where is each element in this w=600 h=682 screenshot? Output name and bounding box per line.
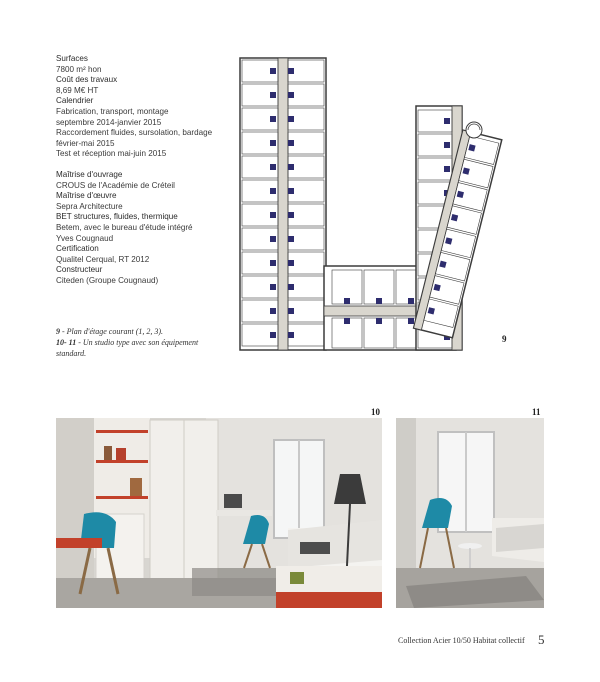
- client-label: Maîtrise d'ouvrage: [56, 169, 123, 179]
- plan-bathroom-fixture: [270, 332, 276, 338]
- cost-label: Coût des travaux: [56, 75, 118, 85]
- plan-bathroom-fixture: [288, 260, 294, 266]
- calendar-line: Raccordement fluides, sursolation, bardage: [56, 128, 213, 138]
- studio-photo-right: [396, 418, 544, 608]
- plan-bathroom-fixture: [270, 188, 276, 194]
- engineering-value: Betem, avec le bureau d'étude intégré: [56, 222, 193, 232]
- plan-bathroom-fixture: [376, 318, 382, 324]
- page-number: 5: [538, 632, 545, 647]
- certification-value: Qualitel Cerqual, RT 2012: [56, 254, 150, 264]
- project-specs: [56, 54, 236, 286]
- builder-value: Citeden (Groupe Cougnaud): [56, 275, 159, 285]
- architect-label: Maîtrise d'œuvre: [56, 191, 117, 201]
- caption-10-11: 10- 11 - Un studio type avec son équipement standard.: [56, 338, 199, 358]
- architect-value: Sepra Architecture: [56, 201, 123, 211]
- plan-bathroom-fixture: [344, 298, 350, 304]
- plan-bathroom-fixture: [288, 236, 294, 242]
- footer-collection: Collection Acier 10/50 Habitat collectif: [398, 636, 525, 645]
- plan-bathroom-fixture: [288, 188, 294, 194]
- calendar-line: Test et réception mai-juin 2015: [56, 149, 167, 159]
- surfaces-value: 7800 m² hon: [56, 64, 102, 74]
- plan-bathroom-fixture: [344, 318, 350, 324]
- calendar-line: Fabrication, transport, montage: [56, 106, 169, 116]
- engineering-label: BET structures, fluides, thermique: [56, 212, 178, 222]
- plan-bathroom-fixture: [288, 332, 294, 338]
- studio-photo-left: [56, 418, 382, 608]
- east-wing: [414, 106, 502, 350]
- plan-bathroom-fixture: [288, 92, 294, 98]
- plan-bathroom-fixture: [288, 308, 294, 314]
- plan-bathroom-fixture: [270, 164, 276, 170]
- plan-bathroom-fixture: [288, 212, 294, 218]
- plan-bathroom-fixture: [288, 68, 294, 74]
- figure-number-10: 10: [371, 407, 380, 417]
- certification-label: Certification: [56, 244, 99, 254]
- plan-bathroom-fixture: [288, 164, 294, 170]
- plan-bathroom-fixture: [408, 298, 414, 304]
- floor-plan: [236, 54, 536, 354]
- plan-bathroom-fixture: [408, 318, 414, 324]
- client-value: CROUS de l'Académie de Créteil: [56, 180, 175, 190]
- figure-number-11: 11: [532, 407, 541, 417]
- plan-bathroom-fixture: [444, 142, 450, 148]
- caption-9: 9 - Plan d'étage courant (1, 2, 3).: [56, 327, 164, 336]
- surfaces-label: Surfaces: [56, 54, 88, 63]
- engineering-value: Yves Cougnaud: [56, 233, 114, 243]
- plan-bathroom-fixture: [270, 308, 276, 314]
- plan-bathroom-fixture: [270, 92, 276, 98]
- figure-captions: [56, 326, 226, 359]
- plan-bathroom-fixture: [444, 118, 450, 124]
- plan-bathroom-fixture: [270, 260, 276, 266]
- calendar-line: février-mai 2015: [56, 138, 115, 148]
- plan-bathroom-fixture: [288, 116, 294, 122]
- plan-bathroom-fixture: [288, 284, 294, 290]
- plan-bathroom-fixture: [270, 116, 276, 122]
- west-wing: [240, 58, 326, 350]
- plan-bathroom-fixture: [444, 166, 450, 172]
- plan-bathroom-fixture: [270, 236, 276, 242]
- calendar-label: Calendrier: [56, 96, 94, 106]
- plan-bathroom-fixture: [376, 298, 382, 304]
- plan-bathroom-fixture: [288, 140, 294, 146]
- cost-value: 8,69 M€ HT: [56, 85, 99, 95]
- plan-bathroom-fixture: [270, 284, 276, 290]
- figure-number-9: 9: [502, 334, 507, 344]
- plan-bathroom-fixture: [270, 140, 276, 146]
- calendar-line: septembre 2014-janvier 2015: [56, 117, 162, 127]
- builder-label: Constructeur: [56, 265, 103, 275]
- plan-bathroom-fixture: [270, 68, 276, 74]
- plan-bathroom-fixture: [270, 212, 276, 218]
